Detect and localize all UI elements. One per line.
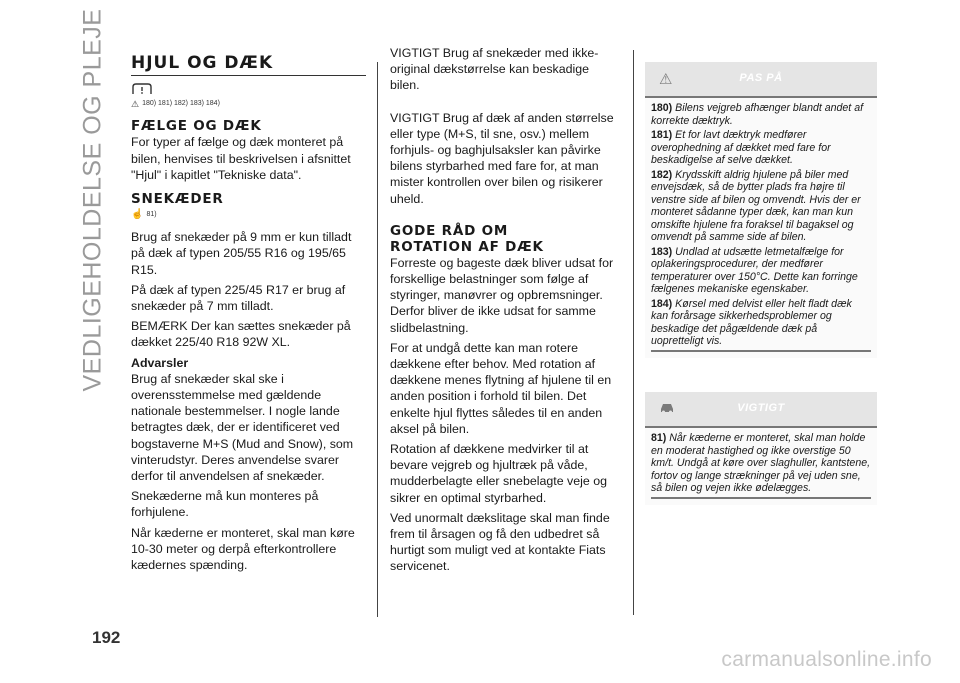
- column-divider-2: [633, 50, 634, 615]
- heading-rims-tires: FÆLGE OG DÆK: [131, 118, 262, 135]
- heading-warnings: Advarsler: [131, 355, 189, 370]
- paragraph-rotation-3: Rotation af dækkene medvirker til at bevare vejgreb og hjultræk på våde, mudderbelagte eller snebelagte veje og sikrer en optimal styrbarhed.: [390, 442, 607, 505]
- heading-rotation-line2: ROTATION AF DÆK: [390, 238, 544, 255]
- paragraph-chains-3: BEMÆRK Der kan sættes snekæder på dækket 225/40 R18 92W XL.: [131, 319, 351, 350]
- hand-warning-icon: ☝: [131, 209, 144, 221]
- caution-item: [651, 129, 871, 167]
- caution-box-title: PAS PÅ: [739, 72, 783, 84]
- paragraph-chains-2: På dæk af typen 225/45 R17 er brug af snekæder på 7 mm tilladt.: [131, 282, 346, 314]
- tire-pressure-icon: [131, 82, 366, 96]
- caution-item: [651, 102, 871, 127]
- paragraph-important-1: VIGTIGT Brug af snekæder med ikke-original dækstørrelse kan beskadige bilen.: [390, 46, 599, 93]
- important-box-header: [645, 392, 877, 426]
- important-box-body: [645, 426, 877, 505]
- important-item-text: Når kæderne er monteret, skal man holde en moderat hastighed og ikke overstige 50 km/t. Undgå at køre over slaghuller, kantstene, fortov og lange strækninger på vej uden sne, så bilen og vejen ikke ødelægges.: [651, 432, 871, 494]
- caution-item-number: 181): [651, 129, 673, 141]
- warning-icon: ⚠: [131, 99, 140, 110]
- title-refs: ⚠ 180) 181) 182) 183) 184): [131, 96, 366, 112]
- paragraph-rotation-2: For at undgå dette kan man rotere dækkene efter behov. Med rotation af dækkene menes flytning af hjulene til en anden position i forhold til bilen. Det enkelte hjul flyttes således til en anden aksel på bilen.: [390, 340, 612, 436]
- caution-item-text: Krydsskift aldrig hjulene på biler med envejsdæk, så de bytter plads fra højre til venstre side af bilen og omvendt. Hvis der er monteret sådanne typer dæk, kan man kun omskifte hjulene fra foraksel til bagaksel og omvendt på samme side af bilen.: [651, 168, 861, 243]
- important-box-bottom-rule: [651, 497, 871, 499]
- caution-item-number: 183): [651, 245, 673, 258]
- paragraph-warnings-1: Brug af snekæder skal ske i overensstemmelse med gældende nationale bestemmelser. I nogle lande betragtes dæk, der er identificeret ved bogstaverne M+S (Mud and Snow), som vinterudstyr. Deres anvendelse svarer derfor til anvendelsen af snekæder.: [131, 371, 354, 484]
- caution-box-body: [645, 96, 877, 358]
- paragraph-chains-1: Brug af snekæder på 9 mm er kun tilladt på dæk af typen 205/55 R16 og 195/65 R15.: [131, 230, 352, 277]
- caution-box: [645, 62, 877, 358]
- paragraph-warnings-3: Når kæderne er monteret, skal man køre 10-30 meter og derpå efterkontrollere kædernes spænding.: [131, 525, 355, 573]
- caution-item-text: Undlad at udsætte letmetalfælge for oplakeringsprocedurer, der medfører temperaturer over 150°C. Dette kan forringe fælgenes mekaniske egenskaber.: [651, 245, 858, 295]
- chains-ref: ☝ 81): [131, 207, 366, 223]
- page-title: HJUL OG DÆK: [131, 55, 366, 76]
- caution-item: [651, 298, 871, 348]
- caution-box-bottom-rule: [651, 350, 871, 352]
- heading-snow-chains: SNEKÆDER: [131, 191, 224, 208]
- caution-item-text: Et for lavt dæktryk medfører overophedning af dækket med fare for beskadigelse af selve dækket.: [651, 129, 831, 166]
- paragraph-important-2: VIGTIGT Brug af dæk af anden størrelse eller type (M+S, til sne, osv.) mellem forhjuls- og baghjulsaksler kan påvirke bilens styrbarhed med fare for, at man mister kontrollen over bilen og risikerer uheld.: [390, 110, 614, 206]
- caution-item: [651, 169, 871, 244]
- caution-item-number: 182): [651, 168, 673, 181]
- important-item: [651, 432, 871, 495]
- heading-rotation-line1: GODE RÅD OM: [390, 222, 509, 239]
- paragraph-rims: For typer af fælge og dæk monteret på bilen, henvises til beskrivelsen i afsnittet "Hjul" i kapitlet "Tekniske data".: [131, 135, 351, 182]
- important-box-title: VIGTIGT: [737, 402, 785, 414]
- important-box: [645, 392, 877, 505]
- caution-item-text: Bilens vejgreb afhænger blandt andet af korrekte dæktryk.: [651, 102, 864, 127]
- page-number: 192: [92, 628, 121, 647]
- watermark: carmanualsonline.info: [721, 648, 932, 671]
- caution-item-number: 180): [651, 102, 673, 114]
- caution-box-header: [645, 62, 877, 96]
- warning-triangle-icon: ⚠: [659, 71, 673, 88]
- paragraph-warnings-2: Snekæderne må kun monteres på forhjulene.: [131, 489, 319, 520]
- section-side-label: VEDLIGEHOLDELSE OG PLEJE: [78, 8, 107, 392]
- paragraph-rotation-1: Forreste og bageste dæk bliver udsat for forskellige belastninger som følge af styringer, manøvrer og opbremsninger. Derfor bliver de ikke udsat for samme slidbelastning.: [390, 255, 614, 335]
- important-item-number: 81): [651, 432, 667, 444]
- caution-item: [651, 246, 871, 296]
- column-middle: [390, 45, 620, 579]
- column-divider-1: [377, 62, 378, 617]
- caution-item-number: 184): [651, 297, 673, 310]
- column-left: [131, 55, 366, 577]
- caution-item-text: Kørsel med delvist eller helt fladt dæk kan forårsage sikkerhedsproblemer og beskadige det pågældende dæk på uopretteligt vis.: [651, 297, 852, 347]
- paragraph-rotation-4: Ved unormalt dækslitage skal man finde frem til årsagen og få den udbedret så hurtigt som muligt ved at kontakte Fiats servicenet.: [390, 510, 610, 574]
